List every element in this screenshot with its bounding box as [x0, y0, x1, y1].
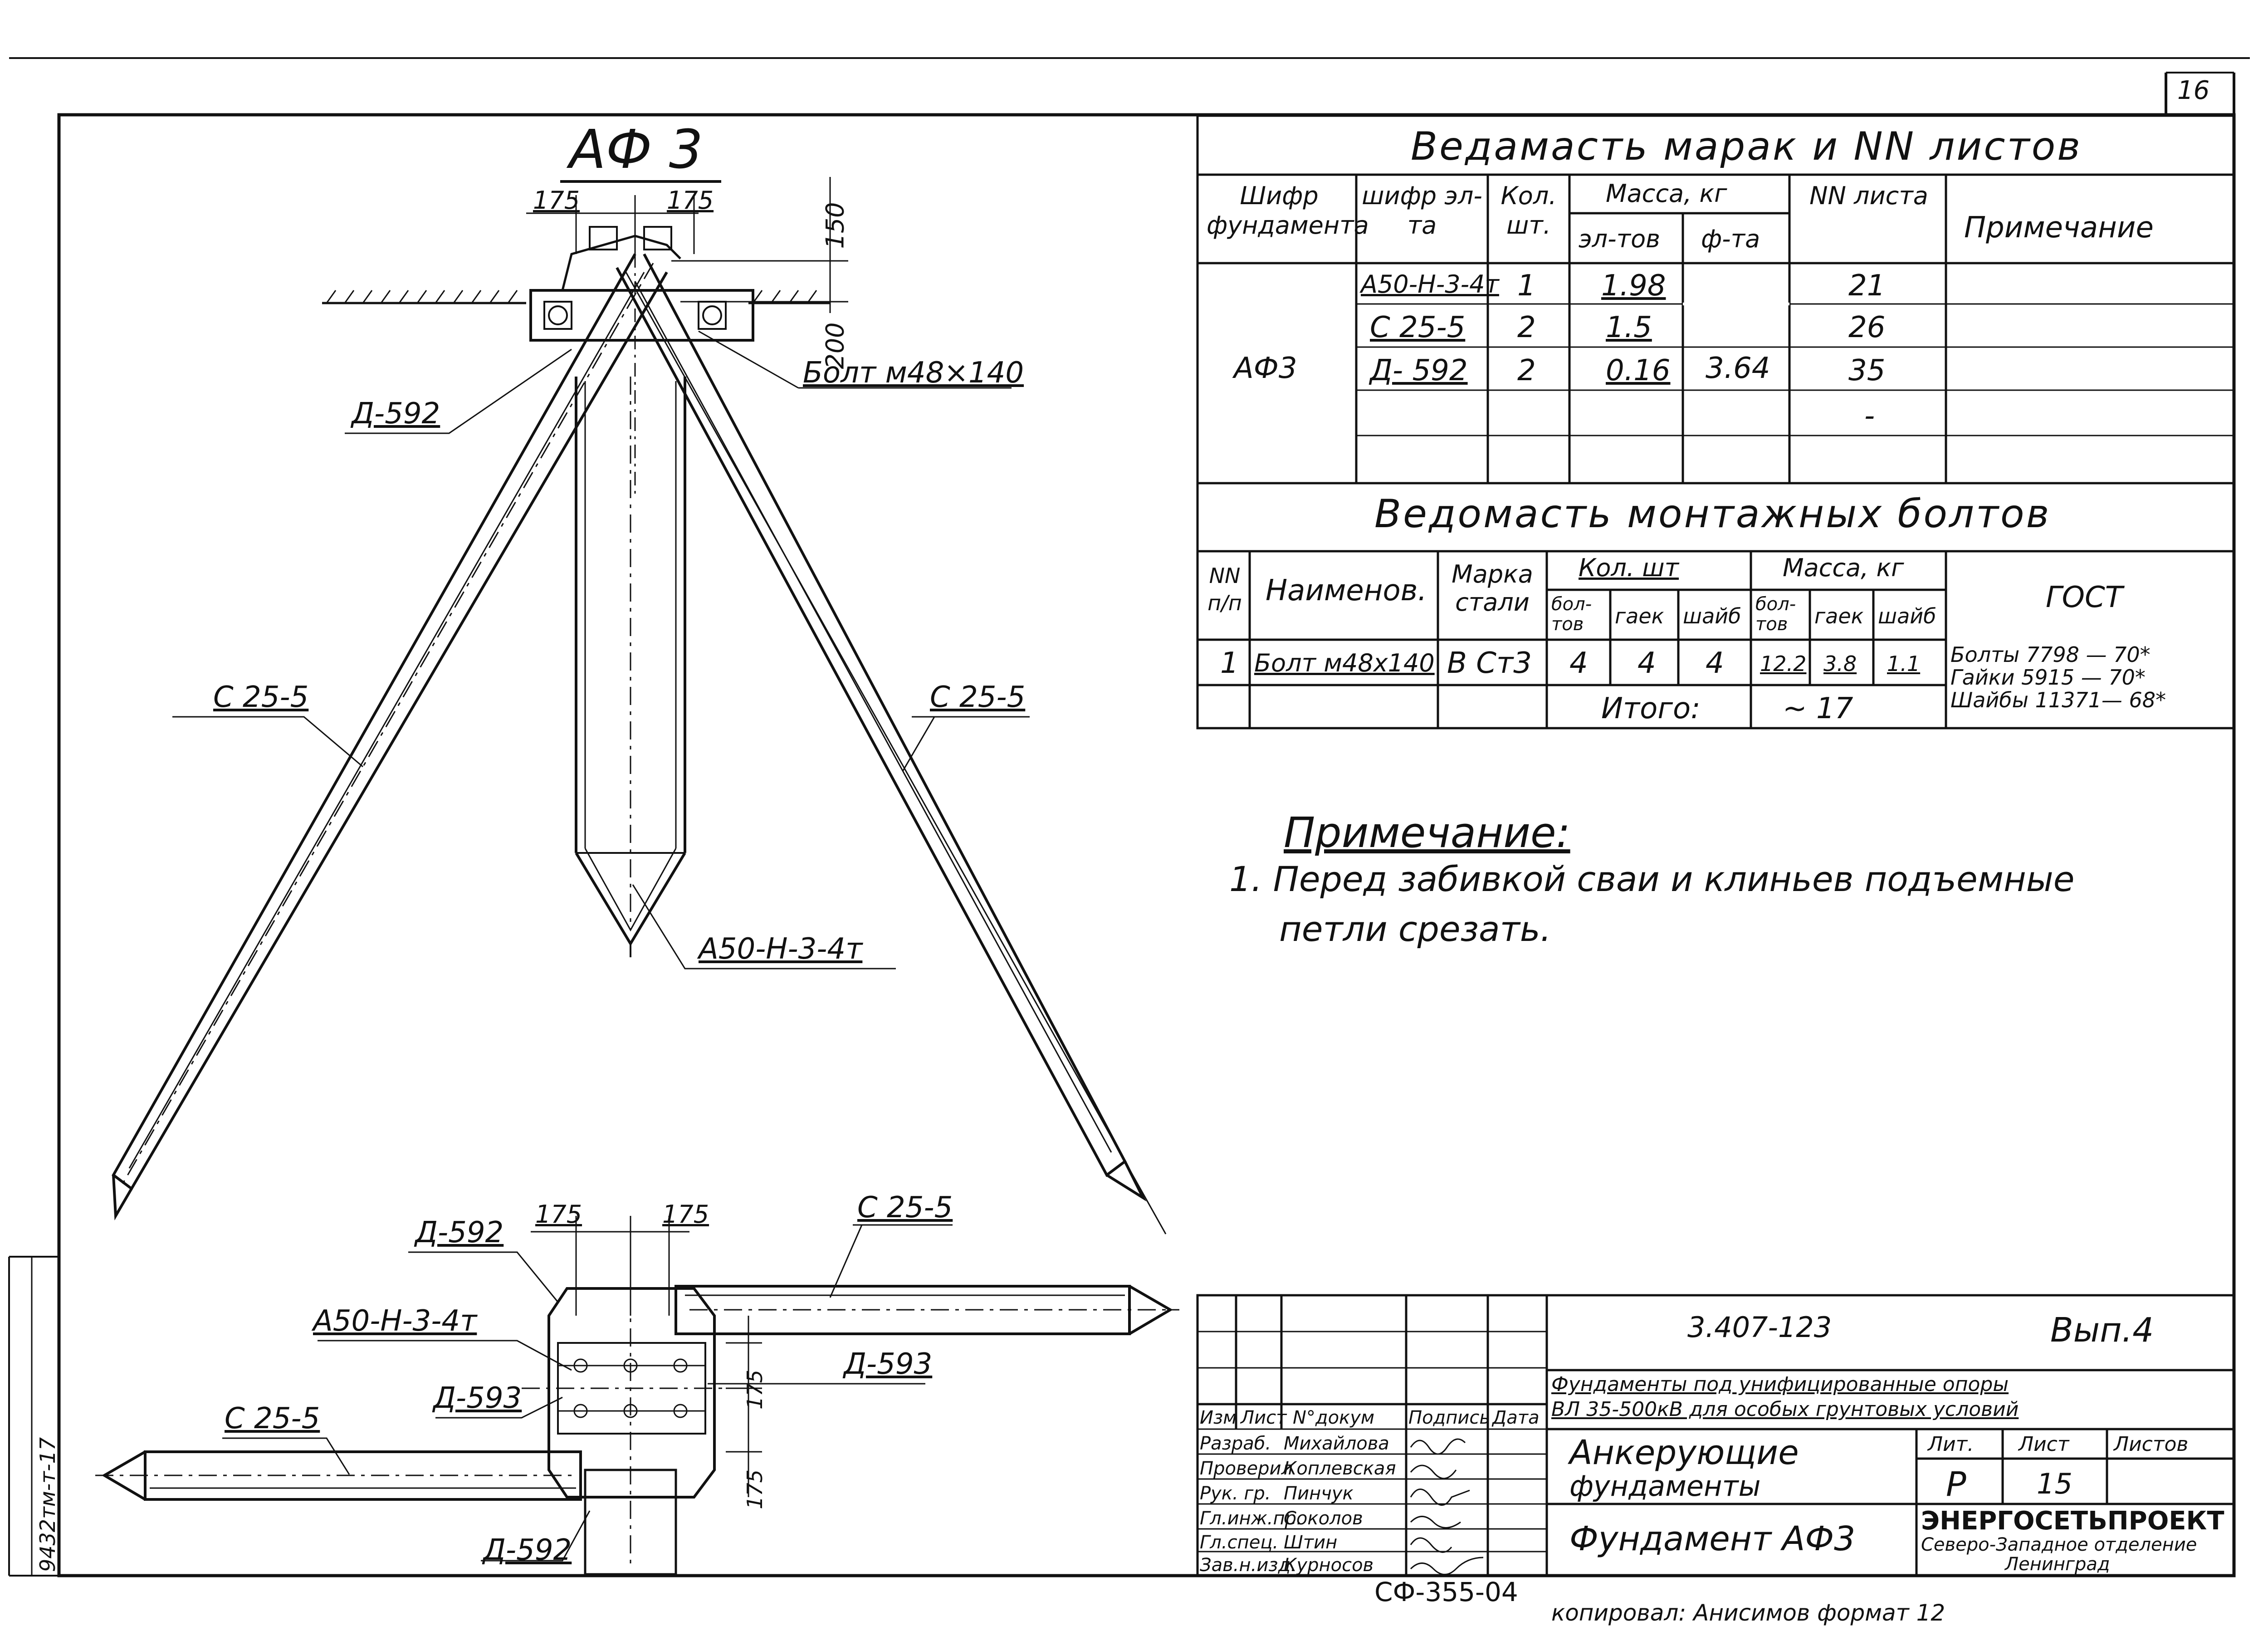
- plan-label-d592-bottom: Д-592: [483, 1533, 572, 1567]
- marks-row1-massa: 1.98: [1601, 269, 1666, 303]
- marks-mass-total: 3.64: [1706, 352, 1770, 385]
- stamp-role-1: Разраб.: [1200, 1433, 1271, 1454]
- stamp-role-2: Проверил: [1200, 1458, 1293, 1479]
- plan-dim-left: 175: [535, 1200, 582, 1229]
- bolts-row-k-washer: 4: [1706, 646, 1724, 680]
- bolts-row-k-bolt: 4: [1569, 646, 1588, 680]
- bolts-total-label: Итого:: [1601, 692, 1701, 725]
- bolts-h-steel: Марка стали: [1452, 560, 1533, 617]
- marks-h-massa: Масса, кг: [1606, 179, 1727, 208]
- marks-row1-el: А50-Н-3-4т: [1361, 270, 1499, 299]
- marks-foundation: АФ3: [1234, 352, 1297, 385]
- bolts-h-nn: NN п/п: [1207, 563, 1242, 615]
- marks-h-massa-el: эл-тов: [1579, 225, 1660, 253]
- stamp-issue: Вып.4: [2050, 1311, 2154, 1350]
- dim-right-175: 175: [667, 186, 714, 215]
- stamp-sheet-name: Фундамент АФ3: [1569, 1519, 1856, 1558]
- stamp-subtitle-2: ВЛ 35-500кВ для особых грунтовых условий: [1551, 1398, 2019, 1421]
- stamp-code: 3.407-123: [1687, 1311, 1832, 1344]
- stamp-lit-header: Лит.: [1928, 1433, 1974, 1456]
- bolts-row-k-nut: 4: [1637, 646, 1656, 680]
- note-line-2: петли срезать.: [1279, 909, 1551, 949]
- marks-row2-el: С 25-5: [1370, 311, 1466, 344]
- bolts-total-value: ~ 17: [1783, 692, 1853, 725]
- bolts-row-nn: 1: [1220, 646, 1239, 680]
- bolts-h-m-bolt: бол- тов: [1755, 594, 1796, 635]
- marks-row3-el: Д- 592: [1370, 354, 1468, 387]
- marks-dash: -: [1864, 399, 1875, 433]
- dim-left-175: 175: [533, 186, 580, 215]
- bolts-row-m-nut: 3.8: [1823, 651, 1857, 676]
- side-code: 9432тм-т-17: [35, 1437, 60, 1572]
- archive-code: СФ-355-04: [1374, 1577, 1518, 1607]
- label-c25-right: С 25-5: [930, 681, 1026, 714]
- marks-h-prim: Примечание: [1964, 211, 2154, 245]
- dim-vertical-150: 150: [821, 202, 850, 249]
- stamp-name-4-person: Соколов: [1284, 1508, 1363, 1529]
- bolts-h-k-bolt: бол- тов: [1551, 594, 1592, 635]
- bottom-cut-text: копировал: Анисимов формат 12: [1551, 1600, 1945, 1626]
- bolts-h-massa: Масса, кг: [1783, 553, 1904, 582]
- bolts-h-k-washer: шайб: [1683, 604, 1741, 628]
- stamp-col-podpis: Подпись: [1408, 1407, 1490, 1428]
- marks-h-shifr-el: шифр эл-та: [1362, 181, 1482, 240]
- marks-row2-massa: 1.5: [1606, 311, 1652, 344]
- bolts-h-m-nut: гаек: [1814, 604, 1864, 628]
- label-c25-left: С 25-5: [213, 681, 309, 714]
- stamp-name-6-person: Курносов: [1284, 1555, 1374, 1576]
- stamp-name-2: фундаменты: [1569, 1469, 1761, 1503]
- label-d592-elevation: Д-592: [352, 397, 440, 431]
- bolts-h-m-washer: шайб: [1878, 604, 1936, 628]
- stamp-col-izm: Изм: [1200, 1407, 1237, 1428]
- stamp-role-5: Гл.спец.: [1200, 1532, 1279, 1553]
- plan-dim-v2: 175: [742, 1469, 767, 1509]
- bolts-table-title: Ведомасть монтажных болтов: [1374, 491, 2051, 537]
- plan-label-c25-top: С 25-5: [857, 1191, 953, 1224]
- stamp-subtitle-1: Фундаменты под унифицированные опоры: [1551, 1373, 2009, 1396]
- plan-label-a50: А50-Н-3-4т: [313, 1304, 477, 1338]
- drawing-title: АФ 3: [569, 118, 703, 181]
- stamp-name-1: Анкерующие: [1569, 1433, 1799, 1472]
- plan-dim-v1: 175: [742, 1370, 767, 1410]
- bolts-row-m-washer: 1.1: [1887, 651, 1921, 676]
- plan-label-c25-left: С 25-5: [225, 1402, 320, 1435]
- marks-h-nn: NN листа: [1809, 181, 1928, 210]
- bolts-gost-3: Шайбы 11371— 68*: [1950, 688, 2166, 712]
- marks-row1-nn: 21: [1848, 269, 1886, 303]
- marks-table-title: Ведамасть марак и NN листов: [1411, 124, 2082, 169]
- bolts-h-k-nut: гаек: [1615, 604, 1664, 628]
- bolts-h-name: Наименов.: [1266, 574, 1427, 607]
- stamp-name-3-person: Пинчук: [1284, 1483, 1354, 1504]
- marks-row2-kol: 2: [1517, 311, 1536, 344]
- bolts-h-kol: Кол. шт: [1579, 553, 1679, 582]
- stamp-name-5-person: Штин: [1284, 1532, 1338, 1553]
- plan-label-d592-top: Д-592: [415, 1216, 504, 1249]
- marks-row3-massa: 0.16: [1606, 354, 1671, 387]
- bolts-row-name: Болт м48х140: [1254, 649, 1435, 677]
- plan-label-d593-right: Д-593: [844, 1347, 933, 1381]
- stamp-list: 15: [2037, 1467, 2072, 1500]
- marks-h-massa-f: ф-та: [1701, 225, 1760, 253]
- stamp-name-2-person: Коплевская: [1284, 1458, 1396, 1479]
- bolts-row-m-bolt: 12.2: [1760, 651, 1807, 676]
- marks-h-kol: Кол. шт.: [1501, 181, 1557, 240]
- label-bolt: Болт м48×140: [803, 356, 1024, 390]
- stamp-role-4: Гл.инж.пр.: [1200, 1508, 1302, 1529]
- marks-row1-kol: 1: [1517, 269, 1536, 303]
- stamp-col-data: Дата: [1492, 1407, 1540, 1428]
- plan-dim-right: 175: [662, 1200, 709, 1229]
- stamp-col-list: Лист: [1241, 1407, 1287, 1428]
- stamp-list-header: Лист: [2019, 1433, 2069, 1456]
- stamp-org-2: Северо-Западное отделение: [1921, 1534, 2197, 1555]
- dim-vertical-200: 200: [821, 322, 850, 369]
- page-number: 16: [2177, 76, 2210, 105]
- bolts-gost-2: Гайки 5915 — 70*: [1950, 665, 2146, 690]
- label-a50-elevation: А50-Н-3-4т: [699, 932, 863, 966]
- plan-label-d593-left: Д-593: [433, 1381, 522, 1415]
- marks-row2-nn: 26: [1848, 311, 1886, 344]
- stamp-col-dokum: N°докум: [1293, 1407, 1375, 1428]
- bolts-h-gost: ГОСТ: [2046, 581, 2123, 614]
- note-line-1: 1. Перед забивкой сваи и клиньев подъемные: [1229, 859, 2075, 899]
- marks-row3-nn: 35: [1848, 354, 1886, 387]
- marks-h-shifr-f: Шифр фундамента: [1207, 181, 1369, 240]
- stamp-org-1: ЭНЕРГОСЕТЬПРОЕКТ: [1921, 1506, 2224, 1536]
- stamp-lit: Р: [1946, 1465, 1966, 1504]
- stamp-name-1-person: Михайлова: [1284, 1433, 1389, 1454]
- note-heading: Примечание:: [1284, 808, 1570, 857]
- stamp-role-3: Рук. гр.: [1200, 1483, 1271, 1504]
- bolts-gost-1: Болты 7798 — 70*: [1950, 642, 2151, 667]
- stamp-org-3: Ленинград: [2005, 1554, 2110, 1575]
- stamp-role-6: Зав.н.изд.: [1200, 1555, 1296, 1576]
- marks-row3-kol: 2: [1517, 354, 1536, 387]
- bolts-row-steel: В Ст3: [1447, 646, 1532, 680]
- stamp-listov-header: Листов: [2114, 1433, 2189, 1456]
